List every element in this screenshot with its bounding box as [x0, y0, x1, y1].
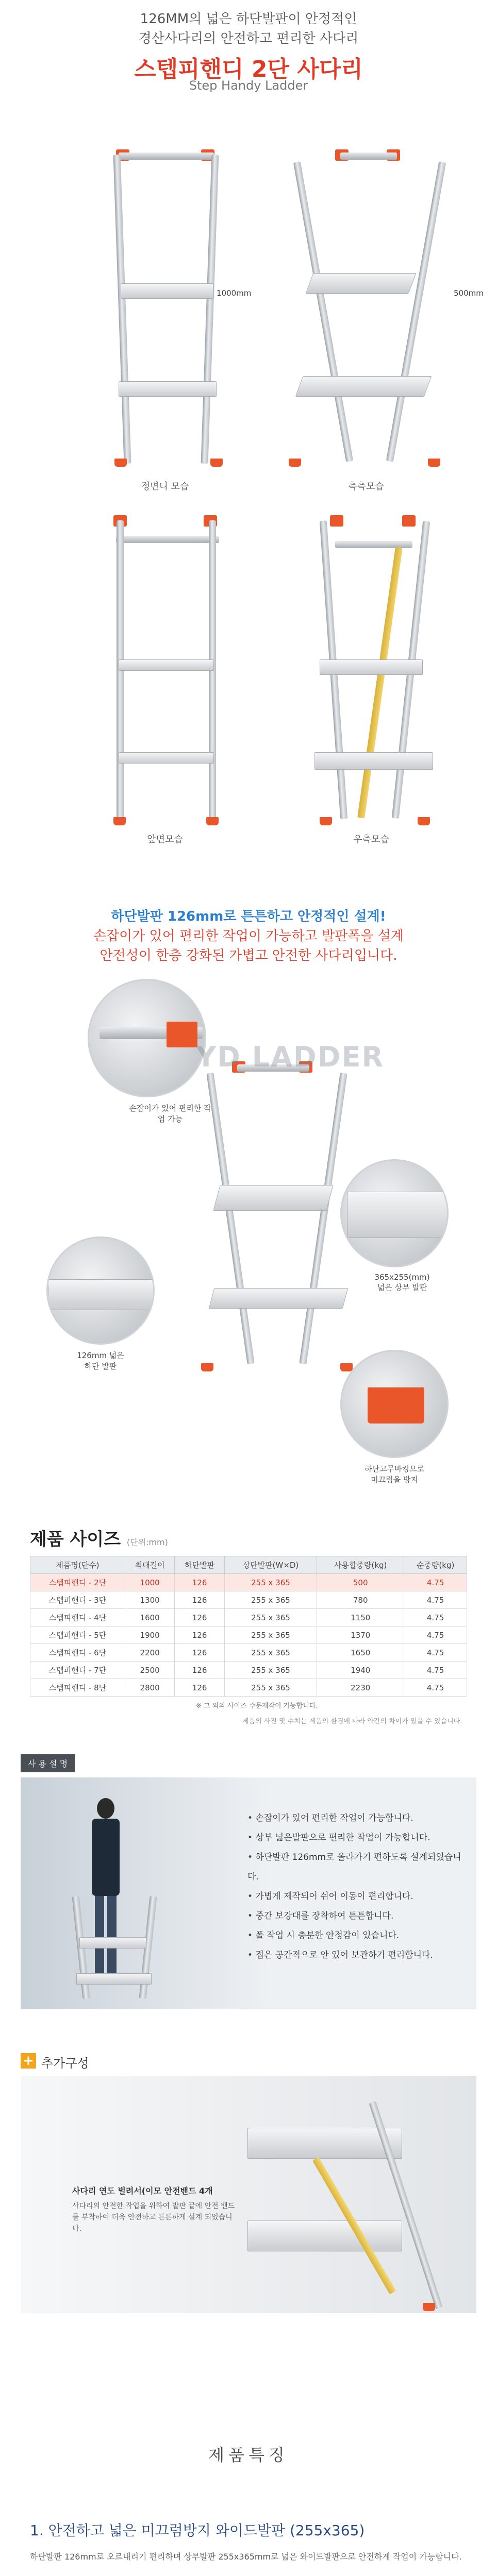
table-cell: 255 x 365 — [224, 1591, 317, 1609]
table-header-cell: 최대길이 — [125, 1556, 174, 1574]
foot — [289, 459, 301, 467]
foot — [423, 2303, 435, 2311]
extra-title: 추가구성 — [41, 2056, 89, 2071]
ladder-view-right — [299, 515, 443, 824]
intro-line1: 하단발판 126mm로 튼튼하고 안정적인 설계! — [111, 909, 386, 924]
table-cell: 스텝피핸디 - 2단 — [30, 1574, 125, 1591]
table-cell: 1940 — [317, 1662, 404, 1679]
table-cell: 500 — [317, 1574, 404, 1591]
table-cell: 126 — [175, 1626, 224, 1644]
rail — [386, 161, 446, 462]
table-cell: 255 x 365 — [224, 1626, 317, 1644]
table-cell: 스텝피핸디 - 6단 — [30, 1644, 125, 1662]
callout-foot: 하단고무바킹으로 미끄럼을 방지 — [365, 1464, 424, 1484]
view-caption: 정면니 모습 — [141, 481, 189, 492]
size-note-secondary: 제품의 사진 및 수치는 제품의 환경에 따라 약간의 차이가 있을 수 있습니다. — [242, 1718, 462, 1725]
handle-bar — [340, 152, 397, 160]
size-unit: (단위:mm) — [126, 1537, 168, 1547]
foot — [320, 817, 332, 825]
ladder-view-front — [103, 149, 232, 469]
table-cell: 4.75 — [404, 1662, 467, 1679]
step — [320, 659, 423, 675]
table-cell: 4.75 — [404, 1679, 467, 1697]
list-item: • 가볍게 제작되어 쉬어 이동이 편리합니다. — [247, 1887, 469, 1906]
table-cell: 126 — [175, 1609, 224, 1626]
extra-desc — [72, 2184, 237, 2234]
usage-panel — [21, 1777, 476, 2009]
table-cell: 4.75 — [404, 1609, 467, 1626]
step — [306, 273, 417, 294]
table-cell: 2800 — [125, 1679, 174, 1697]
step — [76, 1973, 152, 1985]
table-cell: 2500 — [125, 1662, 174, 1679]
table-cell: 1300 — [125, 1591, 174, 1609]
list-item: • 중간 보강대를 장착하여 튼튼합니다. — [247, 1906, 469, 1926]
features-heading: 제품특징 — [208, 2445, 289, 2465]
size-title: 제품 사이즈 — [30, 1529, 121, 1550]
table-row — [30, 1644, 467, 1662]
hero-title: 스텝피핸디 2단 사다리 — [134, 56, 363, 82]
list-item: • 하단발판 126mm로 올라가기 편하도록 설계되었습니다. — [247, 1848, 469, 1887]
table-cell: 255 x 365 — [224, 1644, 317, 1662]
foot — [206, 817, 219, 825]
table-cell: 스텝피핸디 - 7단 — [30, 1662, 125, 1679]
foot — [428, 459, 440, 467]
intro-line2: 손잡이가 있어 편리한 작업이 가능하고 발판폭을 설계 — [93, 928, 404, 944]
feature1-title: 1. 안전하고 넓은 미끄럼방지 와이드발판 (255x365) — [30, 2522, 365, 2539]
table-cell: 4.75 — [404, 1626, 467, 1644]
rail — [113, 155, 131, 464]
extra-desc-body: 사다리의 안전한 작업을 위하여 발판 끝에 안전 밴드를 부착하여 더욱 안전하고 튼튼하게 설계 되었습니다. — [72, 2202, 235, 2233]
table-header-cell: 순중량(kg) — [404, 1556, 467, 1574]
rail — [293, 161, 353, 462]
usage-ladder — [72, 1896, 155, 2004]
handle-bar — [116, 536, 219, 543]
table-row — [30, 1662, 467, 1679]
table-cell: 126 — [175, 1662, 224, 1679]
table-cell: 1600 — [125, 1609, 174, 1626]
table-cell: 4.75 — [404, 1574, 467, 1591]
table-cell: 255 x 365 — [224, 1609, 317, 1626]
zoom-wide-step — [340, 1159, 449, 1267]
dimension-height-b: 500mm — [454, 289, 484, 298]
foot — [210, 459, 223, 467]
rail — [201, 155, 219, 464]
list-item: • 손잡이가 있어 편리한 작업이 가능합니다. — [247, 1808, 469, 1828]
step — [347, 1192, 449, 1238]
size-table — [30, 1556, 467, 1697]
step — [247, 2221, 402, 2251]
table-row — [30, 1626, 467, 1644]
hero-tagline-line2: 경산사다리의 안전하고 편리한 사다리 — [138, 31, 359, 46]
step — [314, 752, 433, 770]
table-cell: 1000 — [125, 1574, 174, 1591]
zoom-bottom-step — [46, 1236, 155, 1345]
table-cell: 스텝피핸디 - 5단 — [30, 1626, 125, 1644]
table-header-cell: 상단발판(W×D) — [224, 1556, 317, 1574]
usage-tag: 사 용 설 명 — [21, 1754, 75, 1772]
table-cell: 스텝피핸디 - 4단 — [30, 1609, 125, 1626]
step — [48, 1279, 155, 1310]
table-cell: 126 — [175, 1679, 224, 1697]
ladder-view-side — [289, 149, 443, 469]
table-cell: 2200 — [125, 1644, 174, 1662]
table-row — [30, 1591, 467, 1609]
dimension-height-a: 1000mm — [217, 289, 252, 298]
table-row — [30, 1679, 467, 1697]
table-cell: 4.75 — [404, 1591, 467, 1609]
table-row — [30, 1609, 467, 1626]
table-cell: 255 x 365 — [224, 1662, 317, 1679]
size-section-title — [30, 1525, 168, 1550]
table-header-cell: 하단발판 — [175, 1556, 224, 1574]
extra-desc-title: 사다리 연도 벌려서(이모 안전밴드 4개 — [72, 2186, 213, 2196]
step — [121, 283, 213, 299]
intro-line3: 안전성이 한층 강화된 가볍고 안전한 사다리입니다. — [100, 948, 397, 963]
handle-bar — [119, 152, 214, 160]
step — [119, 381, 217, 397]
table-cell: 2230 — [317, 1679, 404, 1697]
step — [79, 1937, 146, 1948]
table-cell: 스텝피핸디 - 3단 — [30, 1591, 125, 1609]
hero-tagline-line1: 126MM의 넓은 하단발판이 안정적인 — [140, 11, 357, 27]
list-item: • 접은 공간적으로 안 있어 보관하기 편리합니다. — [247, 1945, 469, 1965]
hero-subtitle: Step Handy Ladder — [189, 78, 308, 93]
step — [209, 1288, 349, 1309]
table-cell: 126 — [175, 1591, 224, 1609]
view-caption: 앞면모습 — [147, 834, 183, 845]
table-cell: 1370 — [317, 1626, 404, 1644]
usage-bullets — [247, 1808, 469, 1965]
foot — [114, 459, 127, 467]
size-note: ※ 그 외의 사이즈 주문제작이 가능합니다. — [196, 1702, 318, 1710]
table-cell: 255 x 365 — [224, 1574, 317, 1591]
step — [119, 752, 214, 764]
callout-wide-step: 365x255(mm) 넓은 상부 발판 — [374, 1273, 430, 1292]
rail — [206, 1073, 254, 1364]
callout-handle: 손잡이가 있어 편리한 작업 가능 — [129, 1104, 211, 1124]
step — [119, 659, 214, 671]
view-caption: 우측모습 — [353, 834, 389, 845]
ladder-detail — [201, 1061, 356, 1370]
callout-bottom-step: 126mm 넓은 하단 발판 — [77, 1351, 124, 1371]
zoom-handle — [88, 979, 206, 1097]
table-row — [30, 1574, 467, 1591]
list-item: • 상부 넓은발판으로 편리한 작업이 가능합니다. — [247, 1828, 469, 1848]
step — [213, 1185, 333, 1211]
foot — [201, 1363, 213, 1371]
table-cell: 126 — [175, 1574, 224, 1591]
step — [295, 376, 432, 397]
hero-tagline — [0, 9, 497, 48]
top-cap — [167, 1022, 197, 1047]
top-cap — [330, 515, 343, 527]
ladder-view-back — [103, 515, 232, 824]
extra-photo — [21, 2076, 476, 2313]
table-header-row — [30, 1556, 467, 1574]
table-cell: 1900 — [125, 1626, 174, 1644]
view-caption: 측측모습 — [348, 481, 384, 492]
table-header-cell: 사용할중량(kg) — [317, 1556, 404, 1574]
table-cell: 255 x 365 — [224, 1679, 317, 1697]
intro-text — [0, 907, 497, 965]
zoom-foot — [340, 1350, 449, 1458]
table-cell: 4.75 — [404, 1644, 467, 1662]
handle-bar — [335, 541, 412, 548]
feature1-desc: 하단발판 126mm로 오르내리기 편리하며 상부발판 255x365mm로 넓은 와이드발판으로 안전하게 작업이 가능합니다. — [30, 2552, 462, 2562]
foot — [340, 1363, 353, 1371]
table-cell: 780 — [317, 1591, 404, 1609]
table-header-cell: 제품명(단수) — [30, 1556, 125, 1574]
foot — [113, 817, 126, 825]
extra-ladder — [247, 2097, 443, 2313]
table-cell: 126 — [175, 1644, 224, 1662]
brand-watermark: YD LADDER — [196, 1041, 385, 1073]
foot — [368, 1387, 424, 1423]
table-cell: 스텝피핸디 - 8단 — [30, 1679, 125, 1697]
top-cap — [402, 515, 416, 527]
foot — [418, 817, 430, 825]
table-cell: 1150 — [317, 1609, 404, 1626]
table-cell: 1650 — [317, 1644, 404, 1662]
list-item: • 폴 작업 시 충분한 안정감이 있습니다. — [247, 1926, 469, 1945]
plus-icon: + — [21, 2053, 36, 2069]
